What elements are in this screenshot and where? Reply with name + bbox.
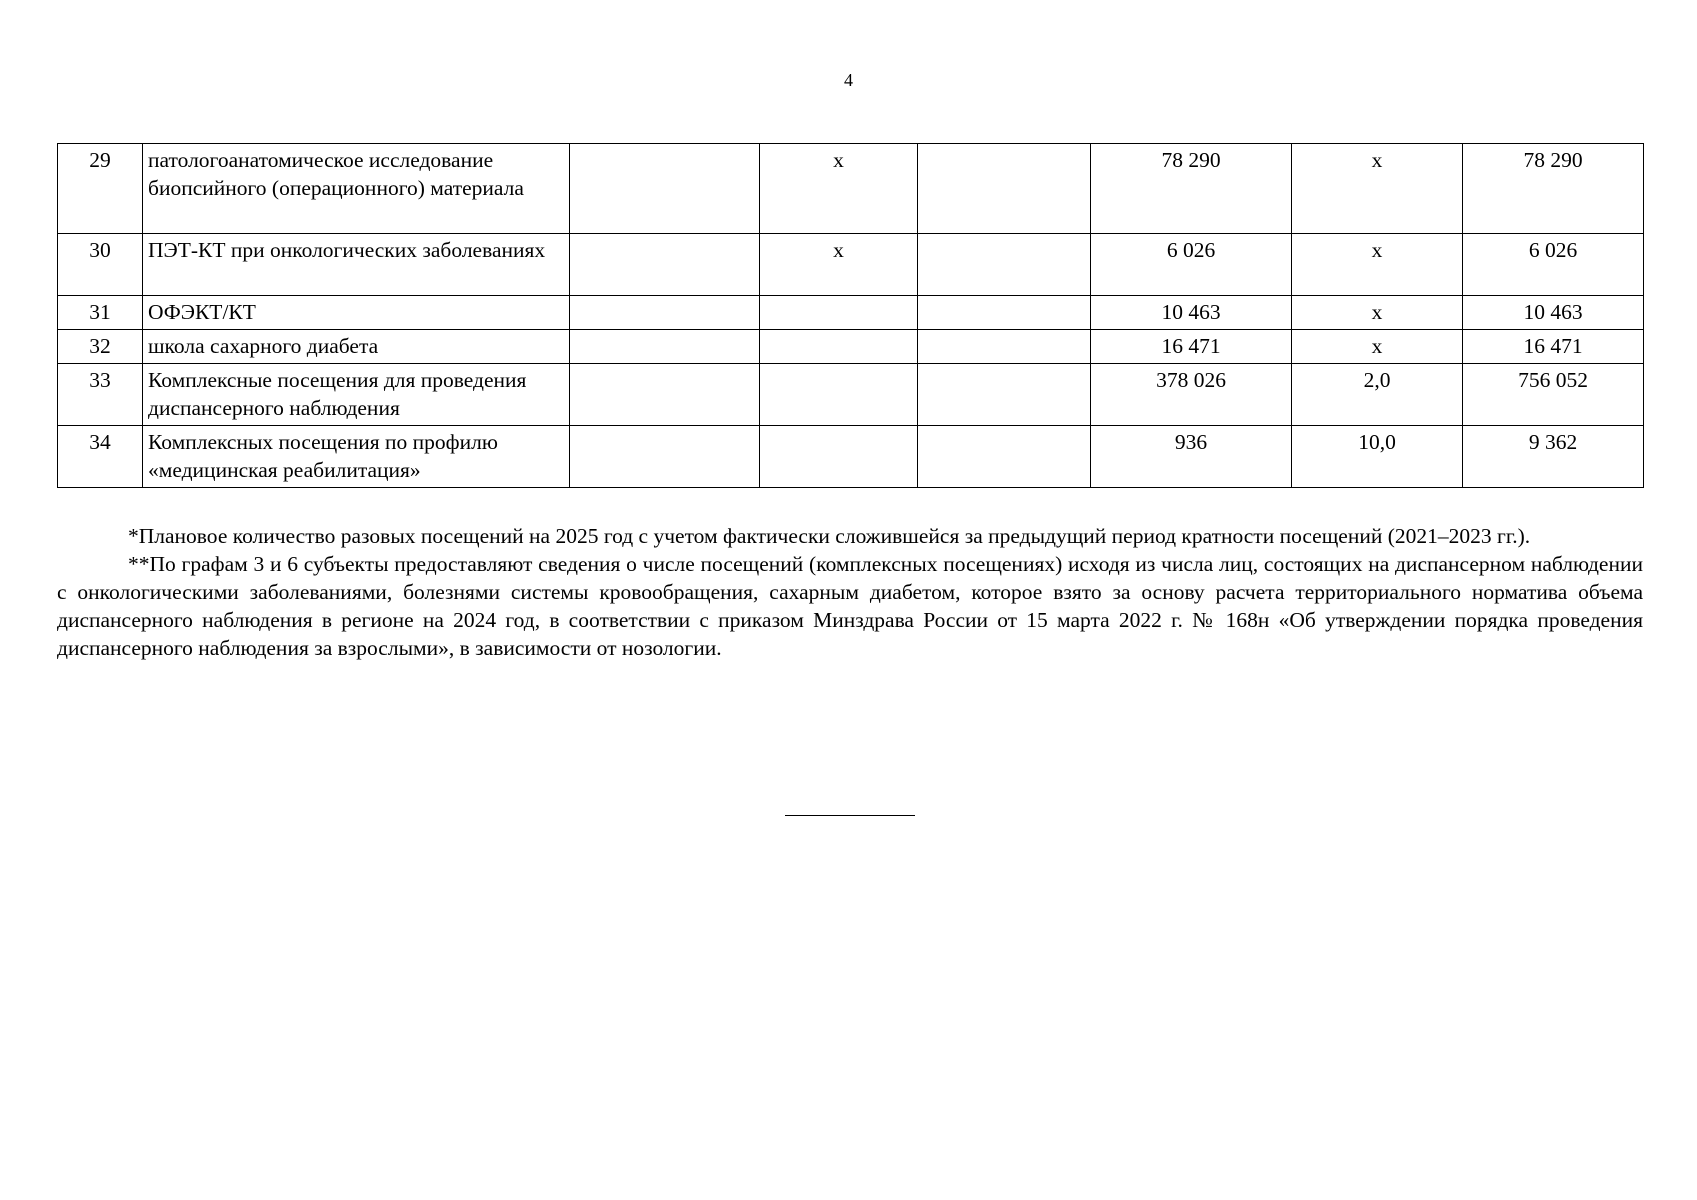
column-4-cell <box>760 364 918 426</box>
column-8-cell: 9 362 <box>1463 426 1644 488</box>
column-6-cell: 936 <box>1091 426 1292 488</box>
table-row <box>58 144 1644 234</box>
column-4-cell <box>760 330 918 364</box>
row-number-cell: 34 <box>58 426 143 488</box>
column-7-cell: 2,0 <box>1292 364 1463 426</box>
row-name-cell: Комплексные посещения для проведения диспансерного наблюдения <box>143 364 570 426</box>
column-8-cell: 16 471 <box>1463 330 1644 364</box>
column-3-cell <box>570 426 760 488</box>
table-row <box>58 296 1644 330</box>
column-4-cell: х <box>760 234 918 296</box>
footnote-single-visits: *Плановое количество разовых посещений на 2025 год с учетом фактически сложившейся за предыдущий период кратности посещений (2021–2023 гг.). <box>128 524 1531 548</box>
column-8-cell: 6 026 <box>1463 234 1644 296</box>
column-4-cell <box>760 296 918 330</box>
row-number-cell: 29 <box>58 144 143 234</box>
column-7-cell: х <box>1292 330 1463 364</box>
column-5-cell <box>918 426 1091 488</box>
row-number-cell: 32 <box>58 330 143 364</box>
column-6-cell: 10 463 <box>1091 296 1292 330</box>
row-name-cell: ОФЭКТ/КТ <box>143 296 570 330</box>
footnotes <box>57 522 1643 662</box>
column-7-cell: 10,0 <box>1292 426 1463 488</box>
column-3-cell <box>570 144 760 234</box>
column-3-cell <box>570 330 760 364</box>
column-5-cell <box>918 144 1091 234</box>
data-table <box>57 143 1644 488</box>
column-7-cell: х <box>1292 144 1463 234</box>
row-name-cell: патологоанатомическое исследование биопсийного (операционного) материала <box>143 144 570 234</box>
row-number-cell: 33 <box>58 364 143 426</box>
column-6-cell: 16 471 <box>1091 330 1292 364</box>
column-6-cell: 78 290 <box>1091 144 1292 234</box>
column-4-cell <box>760 426 918 488</box>
column-5-cell <box>918 330 1091 364</box>
column-4-cell: х <box>760 144 918 234</box>
page-number: 4 <box>844 70 853 90</box>
row-name-cell: ПЭТ-КТ при онкологических заболеваниях <box>143 234 570 296</box>
table-row <box>58 364 1644 426</box>
row-number-cell: 30 <box>58 234 143 296</box>
column-8-cell: 78 290 <box>1463 144 1644 234</box>
column-3-cell <box>570 234 760 296</box>
column-3-cell <box>570 296 760 330</box>
column-6-cell: 378 026 <box>1091 364 1292 426</box>
column-5-cell <box>918 364 1091 426</box>
table-row <box>58 426 1644 488</box>
column-8-cell: 756 052 <box>1463 364 1644 426</box>
column-8-cell: 10 463 <box>1463 296 1644 330</box>
column-5-cell <box>918 296 1091 330</box>
row-name-cell: школа сахарного диабета <box>143 330 570 364</box>
table-row <box>58 330 1644 364</box>
table-row <box>58 234 1644 296</box>
column-7-cell: х <box>1292 234 1463 296</box>
end-of-document-rule <box>785 815 915 816</box>
column-6-cell: 6 026 <box>1091 234 1292 296</box>
row-name-cell: Комплексных посещения по профилю «медицинская реабилитация» <box>143 426 570 488</box>
row-number-cell: 31 <box>58 296 143 330</box>
column-5-cell <box>918 234 1091 296</box>
column-3-cell <box>570 364 760 426</box>
footnote-dispensary-observation: **По графам 3 и 6 субъекты предоставляют сведения о числе посещений (комплексных посещениях) исходя из числа лиц, состоящих на диспансерном наблюдении с онкологическими заболеваниями, болезнями системы кровообращения, сахарным диабетом, которое взято за основу расчета территориального норматива объема диспансерного наблюдения в регионе на 2024 год, в соответствии с приказом Минздрава России от 15 марта 2022 г. № 168н «Об утверждении порядка проведения диспансерного наблюдения за взрослыми», в зависимости от нозологии. <box>57 552 1643 660</box>
column-7-cell: х <box>1292 296 1463 330</box>
